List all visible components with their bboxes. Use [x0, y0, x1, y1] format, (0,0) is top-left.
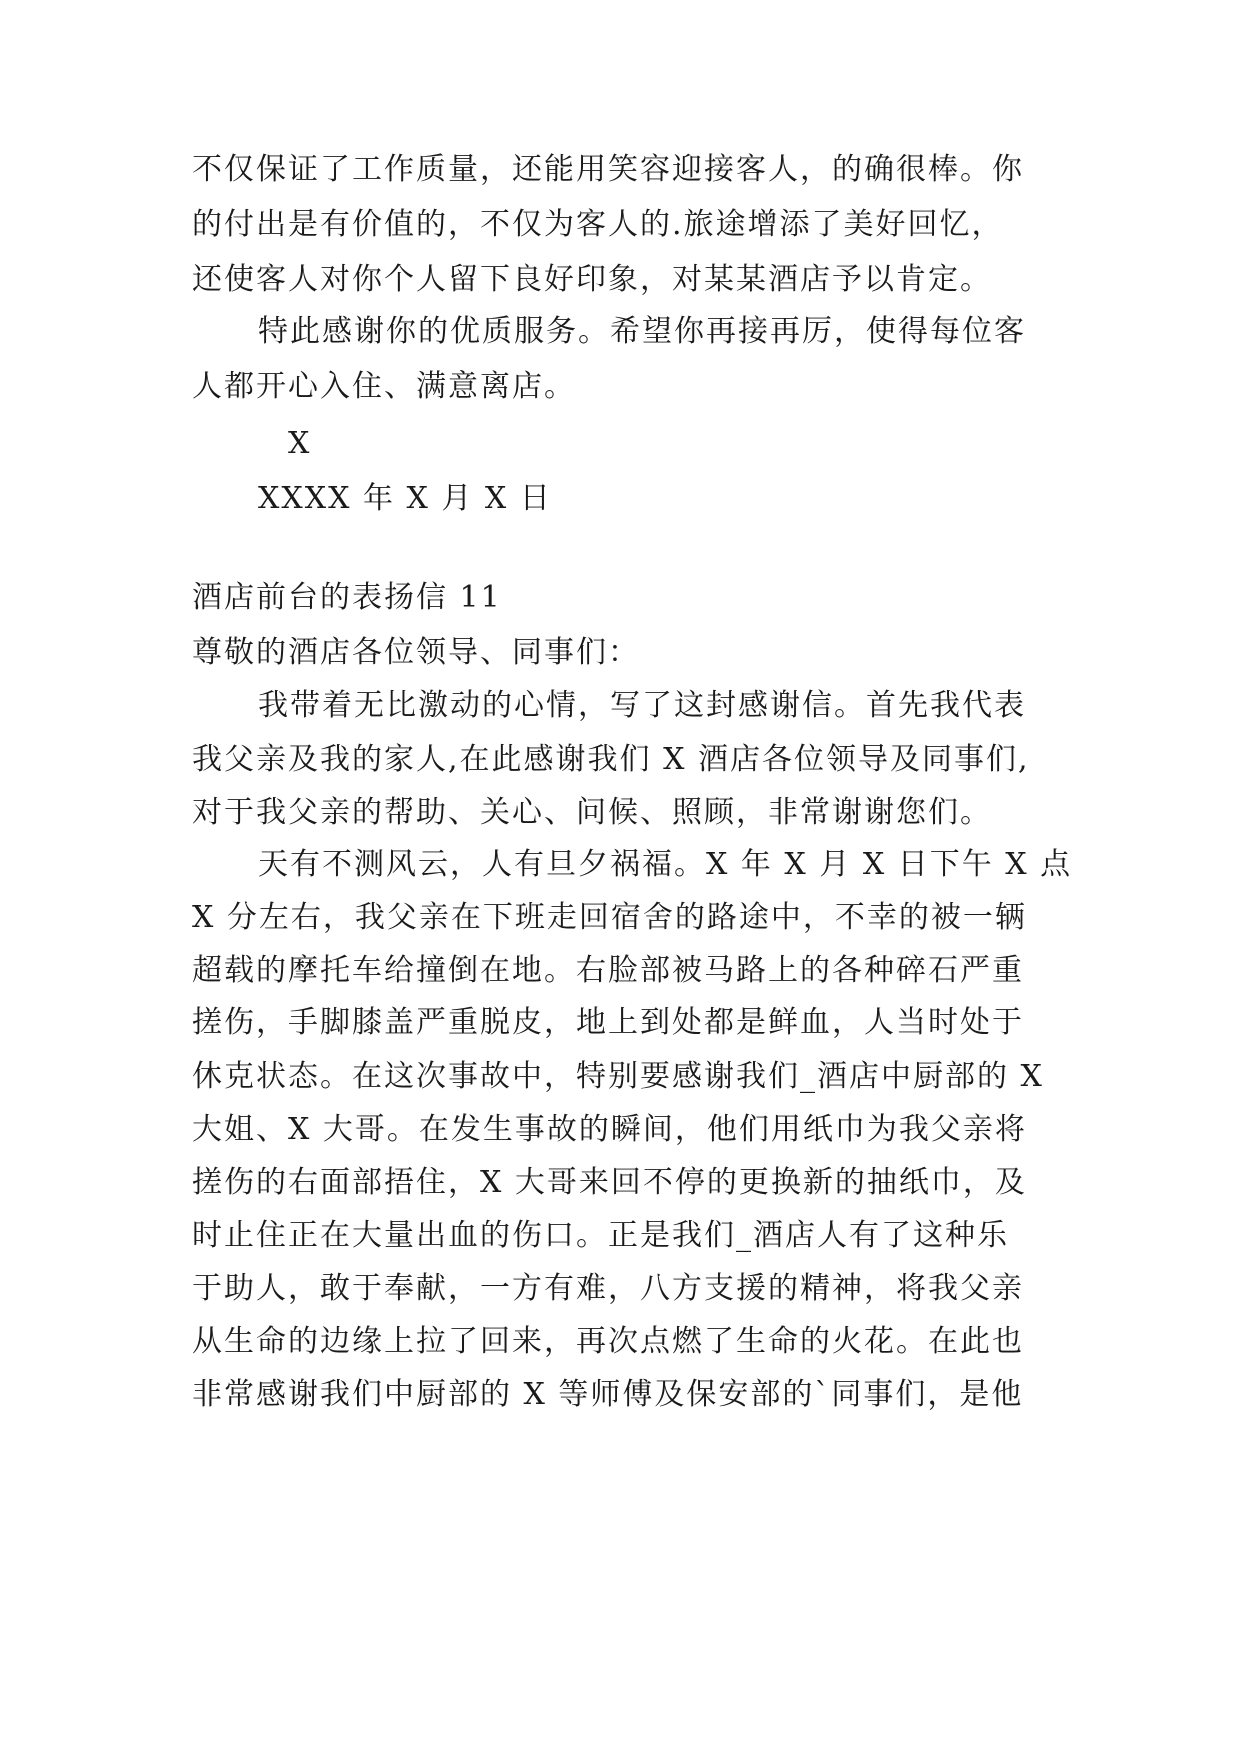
- body-line: 从生命的边缘上拉了回来，再次点燃了生命的火花。在此也: [192, 1324, 1024, 1359]
- section-title: 酒店前台的表扬信 11: [192, 580, 502, 615]
- body-line: 搓伤的右面部捂住，X 大哥来回不停的更换新的抽纸巾，及: [192, 1165, 1027, 1200]
- body-line: 休克状态。在这次事故中，特别要感谢我们_酒店中厨部的 X: [192, 1059, 1044, 1094]
- body-line: 大姐、X 大哥。在发生事故的瞬间，他们用纸巾为我父亲将: [192, 1112, 1027, 1147]
- body-line: 的付出是有价值的，不仅为客人的.旅途增添了美好回忆，: [192, 207, 1004, 242]
- body-line: 于助人，敢于奉献，一方有难，八方支援的精神，将我父亲: [192, 1271, 1024, 1306]
- salutation: 尊敬的酒店各位领导、同事们：: [192, 635, 640, 670]
- body-line: 人都开心入住、满意离店。: [192, 369, 576, 404]
- signature: X: [288, 426, 312, 461]
- body-line: 非常感谢我们中厨部的 X 等师傅及保安部的`同事们，是他: [192, 1377, 1024, 1412]
- body-line: 特此感谢你的优质服务。希望你再接再厉，使得每位客: [258, 314, 1026, 349]
- body-line: 不仅保证了工作质量，还能用笑容迎接客人，的确很棒。你: [192, 152, 1024, 187]
- body-line: 时止住正在大量出血的伤口。正是我们_酒店人有了这种乐: [192, 1218, 1009, 1253]
- body-line: 超载的摩托车给撞倒在地。右脸部被马路上的各种碎石严重: [192, 953, 1024, 988]
- body-line: 我父亲及我的家人,在此感谢我们 X 酒店各位领导及同事们,: [192, 742, 1030, 777]
- body-line: 对于我父亲的帮助、关心、问候、照顾，非常谢谢您们。: [192, 795, 992, 830]
- body-line: X 分左右，我父亲在下班走回宿舍的路途中，不幸的被一辆: [192, 900, 1027, 935]
- body-line: 还使客人对你个人留下良好印象，对某某酒店予以肯定。: [192, 262, 992, 297]
- body-line: 天有不测风云，人有旦夕祸福。X 年 X 月 X 日下午 X 点: [258, 847, 1073, 882]
- body-line: 搓伤，手脚膝盖严重脱皮，地上到处都是鲜血，人当时处于: [192, 1005, 1024, 1040]
- letter-date: XXXX 年 X 月 X 日: [258, 481, 552, 516]
- body-line: 我带着无比激动的心情，写了这封感谢信。首先我代表: [258, 688, 1026, 723]
